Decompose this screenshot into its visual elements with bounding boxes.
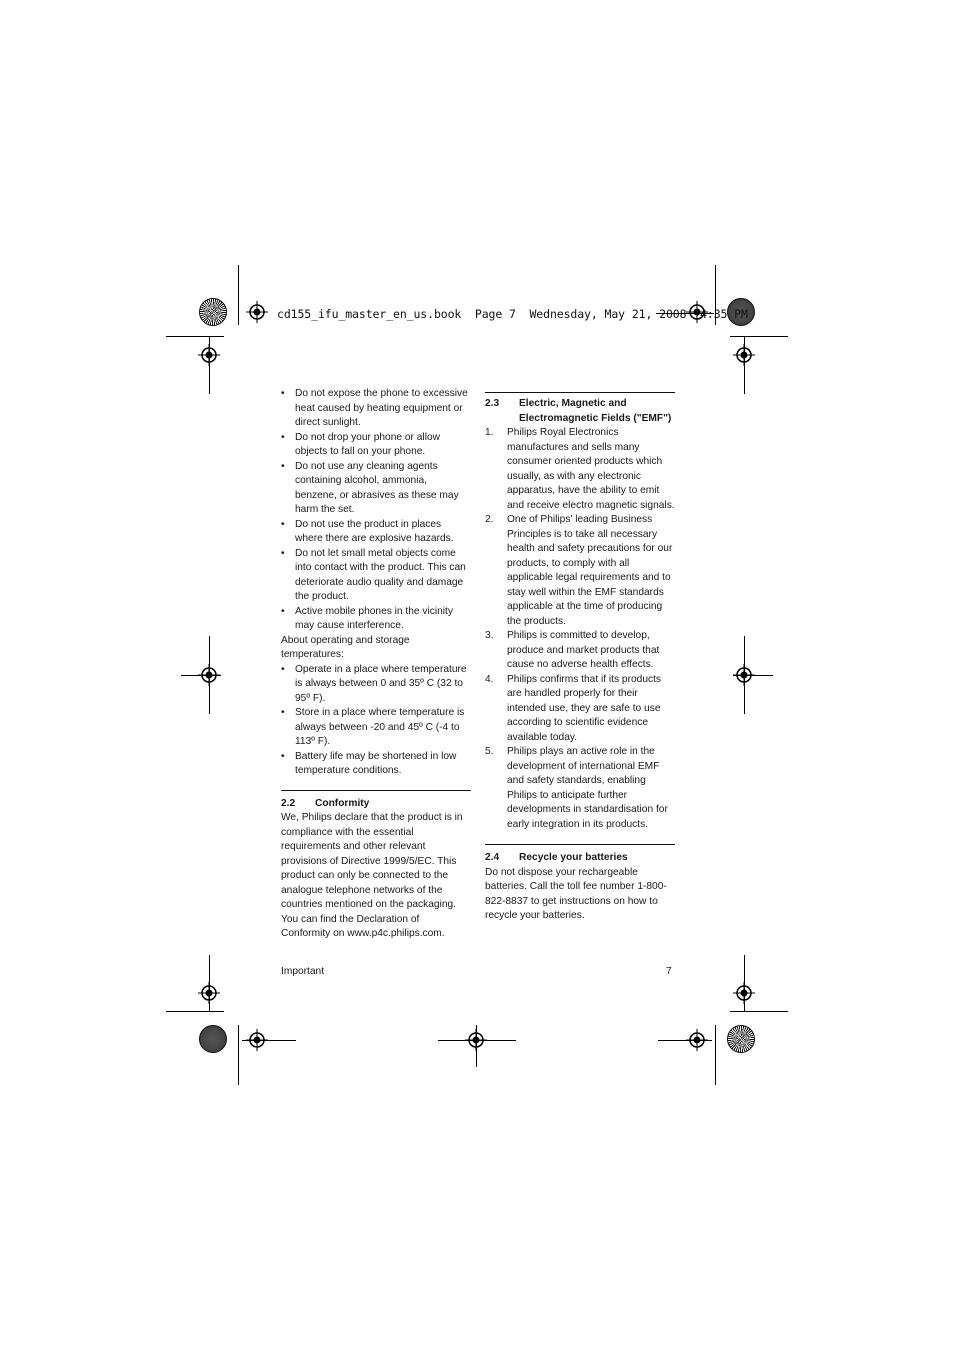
section-heading — [281, 797, 471, 812]
recycle-body: Do not dispose your rechargeable batteries. Call the toll fee number 1-800-822-8837 to get instructions on how to recycle your batteries. — [485, 866, 667, 921]
registration-target-icon — [246, 301, 268, 323]
item-text: Philips plays an active role in the development of international EMF and safety standards, enabling Philips to anticipate further developments in standardisation for early integration in its products. — [507, 746, 668, 830]
registration-target-icon — [198, 982, 220, 1004]
section-title: Conformity — [315, 797, 370, 809]
page-number: 7 — [666, 966, 672, 977]
list-item: • Operate in a place where temperature is always between 0 and 35º C (32 to 95º F). — [281, 663, 471, 707]
left-column — [281, 387, 471, 942]
gray-patch-icon — [199, 1025, 227, 1053]
registration-target-icon — [686, 1029, 708, 1051]
item-number: 1. — [485, 427, 494, 438]
registration-target-icon — [198, 344, 220, 366]
emf-numbered-list — [485, 426, 675, 832]
temperature-intro: About operating and storage temperatures: — [281, 634, 410, 660]
conformity-section — [281, 790, 471, 942]
item-number: 5. — [485, 746, 494, 757]
item-number: 3. — [485, 630, 494, 641]
registration-target-icon — [246, 1029, 268, 1051]
item-text: Philips confirms that if its products are handled properly for their intended use, they are safe to use according to scientific evidence available today. — [507, 673, 662, 743]
registration-target-icon — [733, 664, 755, 686]
list-item: • Do not use the product in places where there are explosive hazards. — [281, 518, 471, 547]
section-number: 2.3 — [485, 398, 500, 409]
item-number: 4. — [485, 673, 494, 685]
section-heading — [485, 851, 675, 866]
registration-target-icon — [733, 982, 755, 1004]
registration-target-icon — [465, 1029, 487, 1051]
list-item: • Active mobile phones in the vicinity may cause interference. — [281, 605, 471, 634]
list-item — [485, 745, 675, 832]
item-text: One of Philips' leading Business Principles is to take all necessary health and safety precautions for our products, to comply with all applicable legal requirements and to stay well within the EMF standards applicable at the time of producing the products. — [507, 514, 673, 627]
list-item — [485, 673, 675, 746]
section-title: Recycle your batteries — [519, 852, 628, 863]
temperature-bullet-list — [281, 663, 471, 779]
list-item: • Do not drop your phone or allow objects to fall on your phone. — [281, 431, 471, 460]
list-item — [485, 426, 675, 513]
list-item — [485, 513, 675, 629]
color-rosette-icon — [199, 298, 227, 326]
section-heading — [485, 397, 675, 426]
list-item: • Battery life may be shortened in low temperature conditions. — [281, 750, 471, 779]
right-column — [485, 392, 675, 924]
item-text: Philips is committed to develop, produce and market products that cause no adverse health effects. — [507, 630, 660, 670]
list-item — [485, 629, 675, 673]
conformity-body: We, Philips declare that the product is in compliance with the essential requirements and other relevant provisions of Directive 1999/5/EC. This product can only be connected to the analogue telephone networks of the countries mentioned on the packaging. You can find the Declaration of Conformity on www.p4c.philips.com. — [281, 812, 463, 939]
section-number: 2.2 — [281, 797, 296, 809]
recycle-section — [485, 844, 675, 924]
color-rosette-icon — [727, 1025, 755, 1053]
list-item: • Do not use any cleaning agents containing alcohol, ammonia, benzene, or abrasives as these may harm the set. — [281, 460, 471, 518]
list-item: • Store in a place where temperature is always between -20 and 45º C (-4 to 113º F). — [281, 706, 471, 750]
print-slug-line: cd155_ifu_master_en_us.book Page 7 Wednesday, May 21, 2008 4:35 PM — [277, 307, 748, 321]
registration-target-icon — [198, 664, 220, 686]
section-number: 2.4 — [485, 852, 500, 863]
footer-section-name: Important — [281, 966, 325, 977]
item-number: 2. — [485, 514, 494, 525]
list-item: • Do not expose the phone to excessive heat caused by heating equipment or direct sunlight. — [281, 387, 471, 431]
item-text: Philips Royal Electronics manufactures and sells many consumer oriented products which usually, as with any electronic apparatus, have the ability to emit and receive electro magnetic signals. — [507, 427, 675, 511]
list-item: • Do not let small metal objects come into contact with the product. This can deteriorate audio quality and damage the product. — [281, 547, 471, 605]
emf-section — [485, 392, 675, 832]
safety-bullet-list — [281, 387, 471, 634]
registration-target-icon — [733, 344, 755, 366]
section-title: Electric, Magnetic and Electromagnetic Fields ("EMF") — [519, 398, 672, 424]
